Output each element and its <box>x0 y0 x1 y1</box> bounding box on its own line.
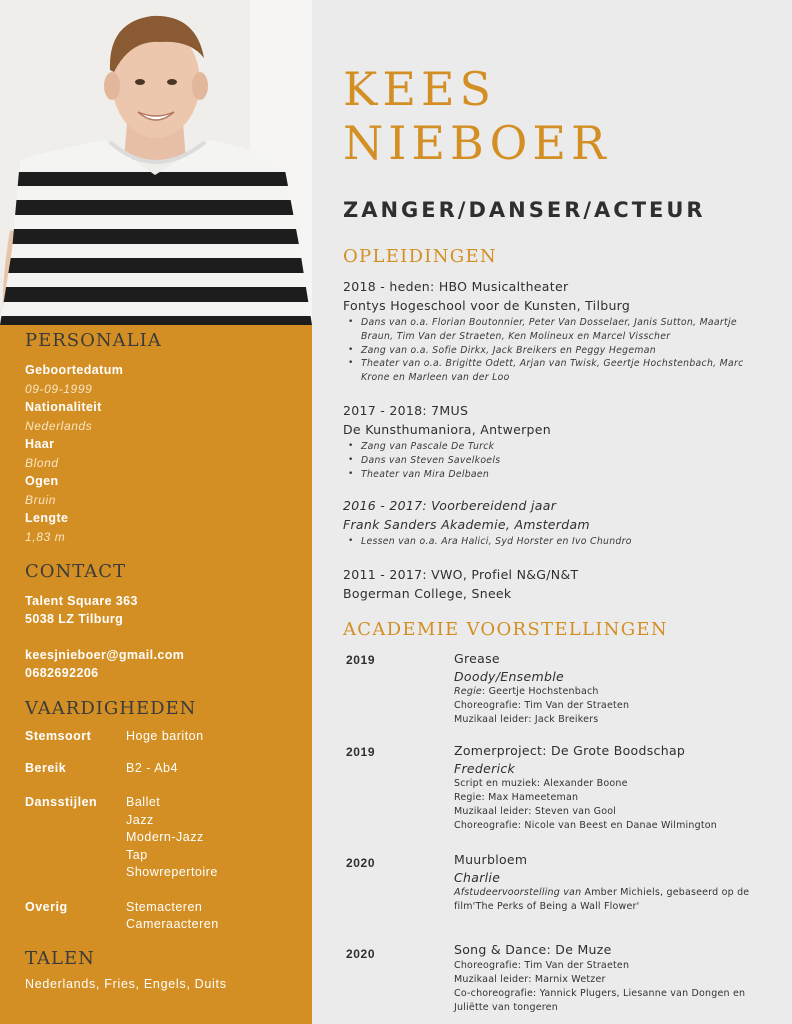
education-school: Frank Sanders Akademie, Amsterdam <box>343 517 590 532</box>
credit-text: : Geertje Hochstenbach <box>481 686 599 697</box>
personalia-list <box>25 361 305 546</box>
address-line-2: 5038 LZ Tilburg <box>25 612 124 626</box>
show-title: Muurbloem <box>454 852 528 867</box>
skill-value: B2 - Ab4 <box>126 760 178 775</box>
show-credit: Choreografie: Tim Van der Straeten <box>454 960 630 971</box>
skill-row-stemsoort <box>25 728 305 746</box>
skill-row-overig <box>25 899 305 934</box>
show-title: Zomerproject: De Grote Boodschap <box>454 743 686 758</box>
contact-block <box>25 592 305 682</box>
birthdate-label: Geboortedatum <box>25 363 124 377</box>
contact-title: CONTACT <box>25 561 127 582</box>
skill-value: Ballet <box>126 795 161 809</box>
education-school: Bogerman College, Sneek <box>343 586 512 601</box>
show-credit: Choreografie: Nicole van Beest en Danae Wilmington <box>454 820 717 831</box>
phone-number[interactable]: 0682692206 <box>25 666 99 680</box>
show-credit: Muzikaal leider: Jack Breikers <box>454 714 599 725</box>
education-entry <box>343 565 763 603</box>
left-content <box>25 330 305 991</box>
credit-label: Regie <box>454 686 482 697</box>
skill-values <box>126 794 218 882</box>
portrait-photo <box>0 0 312 325</box>
show-title: Song & Dance: De Muze <box>454 942 612 957</box>
skill-value: Tap <box>126 847 148 862</box>
skill-value: Hoge bariton <box>126 729 204 743</box>
education-entry <box>343 277 763 385</box>
education-title: OPLEIDINGEN <box>343 246 497 267</box>
education-bullet: • Theater van Mira Delbaen <box>343 468 763 482</box>
first-name: KEES <box>343 62 497 116</box>
show-credit: Choreografie: Tim Van der Straeten <box>454 700 630 711</box>
education-entry <box>343 401 763 481</box>
hair-value: Blond <box>25 455 59 470</box>
education-entry <box>343 496 763 549</box>
show-credit: Regie: Max Hameeteman <box>454 792 579 803</box>
role-subtitle: ZANGER/DANSER/ACTEUR <box>343 198 706 222</box>
education-bullet: • Zang van o.a. Sofie Dirkx, Jack Breikers en Peggy Hegeman <box>343 344 763 358</box>
show-title: Grease <box>454 651 500 666</box>
languages-value: Nederlands, Fries, Engels, Duits <box>25 976 227 991</box>
eyes-label: Ogen <box>25 474 59 488</box>
skill-value: Stemacteren <box>126 899 203 914</box>
credit-text: Amber Michiels, gebaseerd op de film'The Perks of Being a Wall Flower' <box>454 887 750 912</box>
education-bullet: • Theater van o.a. Brigitte Odett, Arjan van Twisk, Geertje Hochstenbach, Marc Krone en Marleen van der Loo <box>343 357 763 385</box>
address-line-1: Talent Square 363 <box>25 594 138 608</box>
show-role: Doody/Ensemble <box>454 669 564 684</box>
education-bullet: • Dans van Steven Savelkoels <box>343 454 763 468</box>
education-school: De Kunsthumaniora, Antwerpen <box>343 422 551 437</box>
hair-label: Haar <box>25 437 55 451</box>
show-year: 2019 <box>346 745 376 759</box>
show-role: Frederick <box>454 761 516 776</box>
portrait-illustration <box>0 0 312 325</box>
shows-title: ACADEMIE VOORSTELLINGEN <box>343 619 668 640</box>
eyes-value: Bruin <box>25 492 57 507</box>
show-credit: Muzikaal leider: Marnix Wetzer <box>454 974 606 985</box>
show-credit <box>454 886 764 914</box>
show-body <box>454 851 764 914</box>
skill-value: Modern-Jazz <box>126 830 204 844</box>
education-line: 2011 - 2017: VWO, Profiel N&G/N&T <box>343 567 579 582</box>
nationality-label: Nationaliteit <box>25 400 102 414</box>
last-name: NIEBOER <box>343 116 611 170</box>
left-sidebar <box>0 0 312 1024</box>
personalia-title: PERSONALIA <box>25 330 162 351</box>
skill-value: Jazz <box>126 812 154 827</box>
name-heading <box>343 62 611 170</box>
show-body <box>454 650 764 727</box>
skill-key: Overig <box>25 899 68 914</box>
skills-title: VAARDIGHEDEN <box>25 698 197 719</box>
show-year: 2020 <box>346 856 376 870</box>
birthdate-value: 09-09-1999 <box>25 381 93 396</box>
credit-label: Afstudeervoorstelling van <box>454 887 582 898</box>
skill-key: Dansstijlen <box>25 795 98 809</box>
height-value: 1,83 m <box>25 529 66 544</box>
education-line: 2018 - heden: HBO Musicaltheater <box>343 279 569 294</box>
skill-value: Cameraacteren <box>126 917 219 931</box>
show-body <box>454 742 764 833</box>
skill-values <box>126 899 219 934</box>
skill-row-dansstijlen <box>25 794 305 882</box>
show-credit <box>454 685 764 699</box>
show-year: 2020 <box>346 947 376 961</box>
show-credit: Script en muziek: Alexander Boone <box>454 778 628 789</box>
skill-value: Showrepertoire <box>126 865 218 879</box>
show-credit: Co-choreografie: Yannick Plugers, Liesanne van Dongen en Juliëtte van tongeren <box>454 988 746 1013</box>
show-year: 2019 <box>346 653 376 667</box>
skill-key: Stemsoort <box>25 729 92 743</box>
show-body <box>454 941 764 1015</box>
nationality-value: Nederlands <box>25 418 93 433</box>
education-school: Fontys Hogeschool voor de Kunsten, Tilburg <box>343 298 631 313</box>
education-line: 2016 - 2017: Voorbereidend jaar <box>343 498 557 513</box>
height-label: Lengte <box>25 511 69 525</box>
skills-table <box>25 728 305 934</box>
education-line: 2017 - 2018: 7MUS <box>343 403 469 418</box>
education-bullet: • Zang van Pascale De Turck <box>343 440 763 454</box>
show-role: Charlie <box>454 870 501 885</box>
education-bullet: • Lessen van o.a. Ara Halici, Syd Horster en Ivo Chundro <box>343 535 763 549</box>
education-bullet: • Dans van o.a. Florian Boutonnier, Peter Van Dosselaer, Janis Sutton, Maartje Braun, Tim Van der Straeten, Ken Molineux en Marcel Visscher <box>343 316 763 344</box>
skill-row-bereik <box>25 760 305 778</box>
languages-title: TALEN <box>25 947 95 969</box>
show-credit: Muzikaal leider: Steven van Gool <box>454 806 617 817</box>
skill-key: Bereik <box>25 760 67 775</box>
email-link[interactable]: keesjnieboer@gmail.com <box>25 648 185 662</box>
